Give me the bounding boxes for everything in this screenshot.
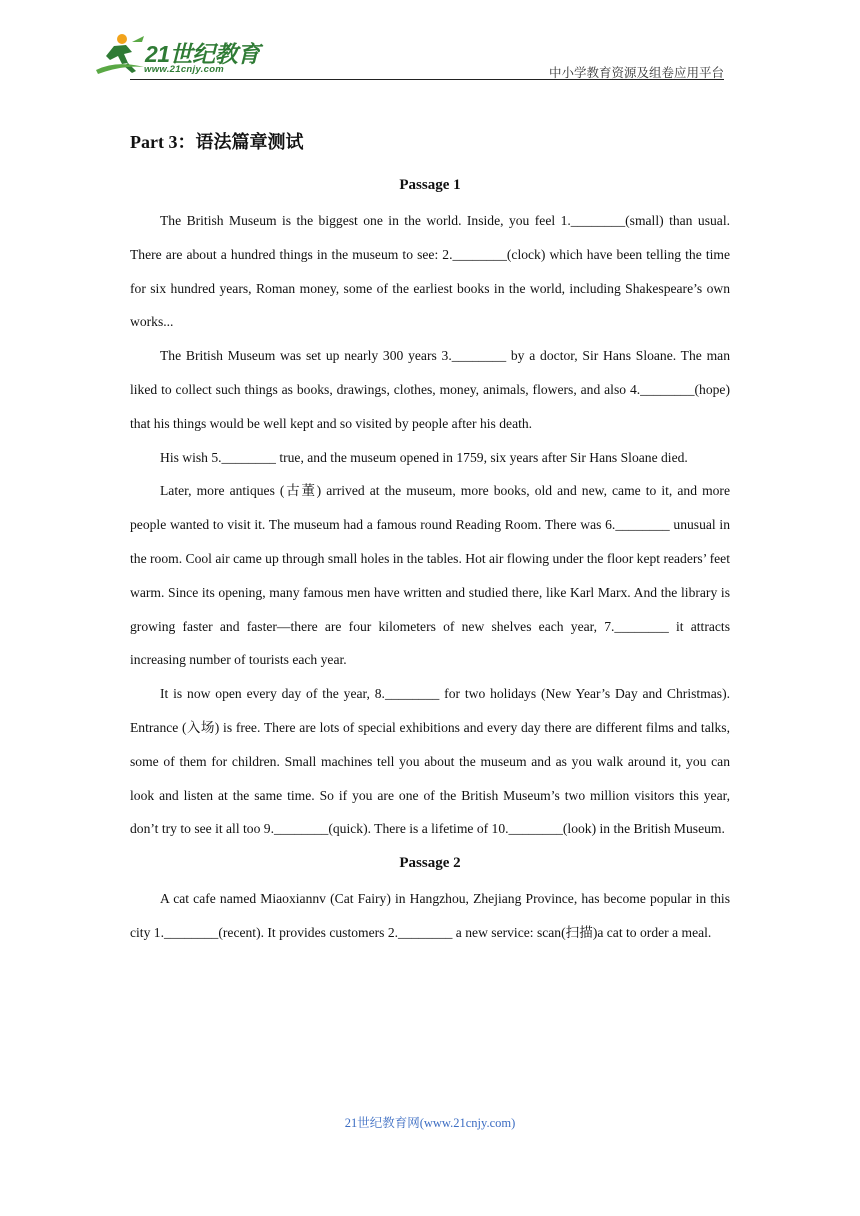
header-divider — [130, 79, 724, 80]
passage-1-paragraph: Later, more antiques (古董) arrived at the museum, more books, old and new, came to it, and more people wanted to visit it. The museum had a famous round Reading Room. There was 6.________ unusual in the room. Cool air came up through small holes in the tables. Hot air flowing under the floor kept readers’ feet warm. Since its opening, many famous men have written and studied there, like Karl Marx. And the library is growing faster and faster—there are four kilometers of new shelves each year, 7.________ it attracts increasing number of tourists each year. — [130, 483, 730, 668]
logo-text: 21世纪教育 — [145, 41, 260, 67]
passage-2-paragraph: A cat cafe named Miaoxiannv (Cat Fairy) in Hangzhou, Zhejiang Province, has become popular in this city 1.________(recent). It provides customers 2.________ a new service: scan(扫描)a cat to order a meal. — [130, 891, 730, 940]
document-body — [130, 126, 730, 950]
site-logo — [92, 30, 267, 80]
part-title: Part 3：语法篇章测试 — [130, 132, 304, 152]
page-header — [0, 0, 860, 86]
passage-1-paragraph: The British Museum is the biggest one in the world. Inside, you feel 1.________(small) than usual. There are about a hundred things in the museum to see: 2.________(clock) which have been telling the time for six hundred years, Roman money, some of the earliest books in the world, including Shakespeare’s own works... — [130, 213, 730, 330]
passage-1-paragraph: His wish 5.________ true, and the museum opened in 1759, six years after Sir Hans Sloane died. — [160, 449, 688, 465]
page-footer[interactable]: 21世纪教育网(www.21cnjy.com) — [344, 1116, 516, 1130]
passage-1-paragraph: It is now open every day of the year, 8.________ for two holidays (New Year’s Day and Christmas). Entrance (入场) is free. There are lots of special exhibitions and every day there are different films and talks, some of them for children. Small machines tell you about the museum and as you walk around it, you can look and listen at the same time. So if you are one of the British Museum’s two million visitors this year, don’t try to see it all too 9.________(quick). There is a lifetime of 10.________(look) in the British Museum. — [130, 686, 730, 837]
header-slogan: 中小学教育资源及组卷应用平台 — [548, 65, 724, 80]
logo-url: www.21cnjy.com — [144, 64, 225, 75]
passage-2-title: Passage 2 — [399, 855, 461, 872]
passage-1-paragraph: The British Museum was set up nearly 300 years 3.________ by a doctor, Sir Hans Sloane. The man liked to collect such things as books, drawings, clothes, money, animals, flowers, and also 4.________(hope) that his things would be well kept and so visited by people after his death. — [130, 348, 730, 431]
passage-1-title: Passage 1 — [399, 177, 461, 193]
runner-logo-icon — [92, 30, 152, 80]
